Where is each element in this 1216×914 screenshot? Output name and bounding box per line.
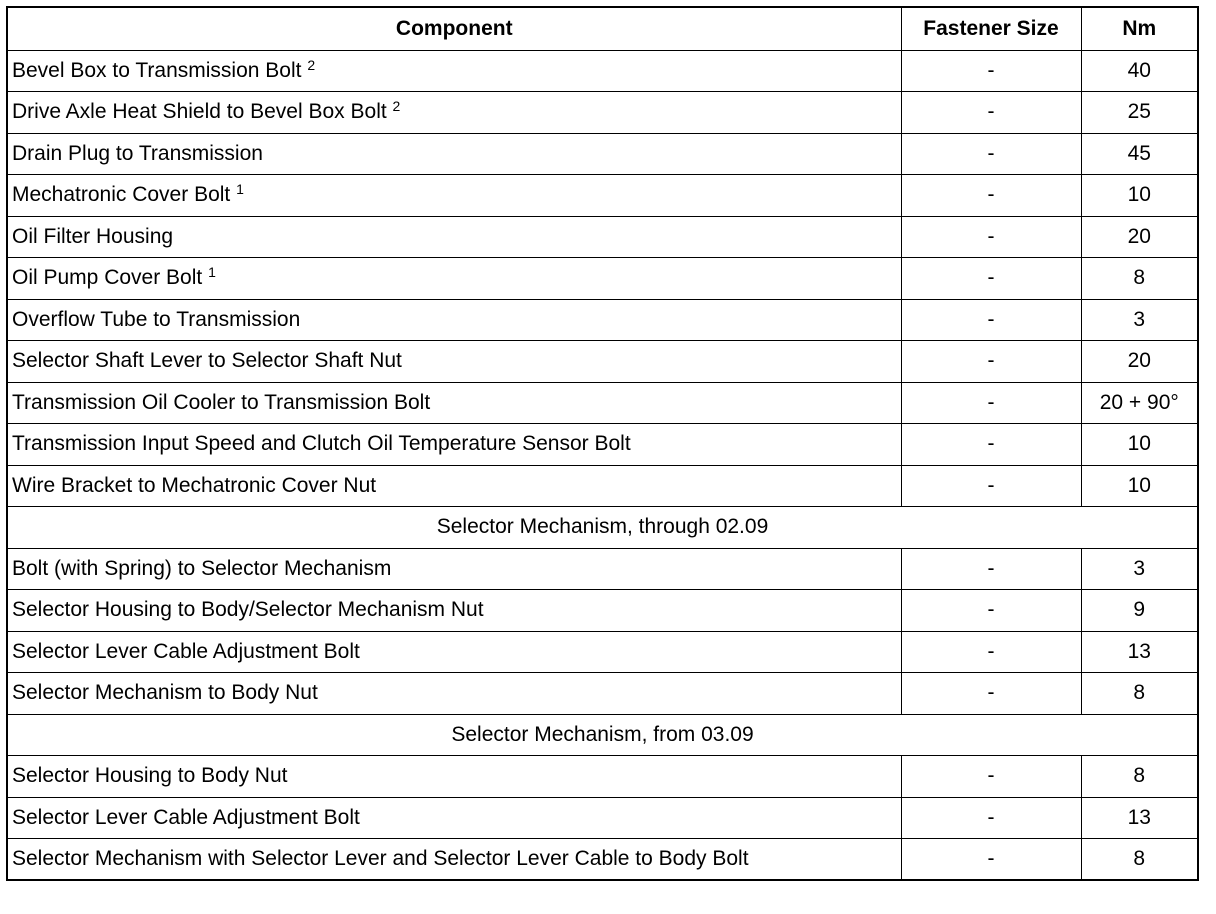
footnote-ref: 1 [208, 264, 216, 281]
nm-cell: 10 [1081, 175, 1198, 217]
fastener-cell: - [901, 797, 1081, 839]
nm-cell: 40 [1081, 50, 1198, 92]
torque-spec-document [6, 6, 1199, 881]
nm-cell: 8 [1081, 258, 1198, 300]
nm-cell: 13 [1081, 797, 1198, 839]
nm-cell: 3 [1081, 299, 1198, 341]
component-cell: Selector Lever Cable Adjustment Bolt [7, 631, 901, 673]
nm-cell: 10 [1081, 424, 1198, 466]
fastener-cell: - [901, 756, 1081, 798]
fastener-cell: - [901, 424, 1081, 466]
nm-cell: 45 [1081, 133, 1198, 175]
table-row [7, 299, 1198, 341]
table-row [7, 175, 1198, 217]
nm-cell: 13 [1081, 631, 1198, 673]
footnote-ref: 1 [236, 181, 244, 198]
fastener-cell: - [901, 216, 1081, 258]
table-row [7, 465, 1198, 507]
component-cell: Selector Mechanism with Selector Lever and Selector Lever Cable to Body Bolt [7, 839, 901, 881]
fastener-cell: - [901, 50, 1081, 92]
fastener-cell: - [901, 258, 1081, 300]
table-row [7, 673, 1198, 715]
fastener-cell: - [901, 839, 1081, 881]
section-heading-through-02-09: Selector Mechanism, through 02.09 [7, 507, 1198, 549]
table-row [7, 341, 1198, 383]
fastener-cell: - [901, 673, 1081, 715]
footnote-ref: 2 [307, 56, 316, 73]
nm-cell: 20 + 90° [1081, 382, 1198, 424]
torque-spec-table [6, 6, 1199, 881]
section-heading-row [7, 507, 1198, 549]
footnote-ref: 2 [392, 98, 401, 115]
table-row [7, 50, 1198, 92]
fastener-cell: - [901, 590, 1081, 632]
fastener-cell: - [901, 299, 1081, 341]
fastener-cell: - [901, 548, 1081, 590]
nm-cell: 9 [1081, 590, 1198, 632]
fastener-cell: - [901, 175, 1081, 217]
fastener-cell: - [901, 382, 1081, 424]
fastener-cell: - [901, 133, 1081, 175]
nm-cell: 20 [1081, 341, 1198, 383]
nm-cell: 3 [1081, 548, 1198, 590]
component-cell: Mechatronic Cover Bolt $^1$ [7, 175, 901, 217]
table-row [7, 839, 1198, 881]
nm-cell: 20 [1081, 216, 1198, 258]
table-row [7, 548, 1198, 590]
section-heading-row [7, 714, 1198, 756]
table-row [7, 590, 1198, 632]
nm-cell: 8 [1081, 673, 1198, 715]
fastener-cell: - [901, 631, 1081, 673]
table-row [7, 424, 1198, 466]
component-cell: Drain Plug to Transmission [7, 133, 901, 175]
table-row [7, 756, 1198, 798]
fastener-cell: - [901, 465, 1081, 507]
component-cell: Selector Housing to Body/Selector Mechanism Nut [7, 590, 901, 632]
nm-cell: 10 [1081, 465, 1198, 507]
component-cell: Selector Mechanism to Body Nut [7, 673, 901, 715]
table-row [7, 382, 1198, 424]
component-cell: Overflow Tube to Transmission [7, 299, 901, 341]
header-fastener-size: Fastener Size [901, 7, 1081, 50]
nm-cell: 8 [1081, 756, 1198, 798]
header-row [7, 7, 1198, 50]
table-row [7, 631, 1198, 673]
table-row [7, 258, 1198, 300]
component-cell: Oil Filter Housing [7, 216, 901, 258]
table-row [7, 133, 1198, 175]
table-row [7, 216, 1198, 258]
header-component: Component [7, 7, 901, 50]
component-cell: Transmission Input Speed and Clutch Oil Temperature Sensor Bolt [7, 424, 901, 466]
component-cell: Bevel Box to Transmission Bolt $^2$ [7, 50, 901, 92]
section-heading-from-03-09: Selector Mechanism, from 03.09 [7, 714, 1198, 756]
fastener-cell: - [901, 92, 1081, 134]
component-cell: Wire Bracket to Mechatronic Cover Nut [7, 465, 901, 507]
table-row [7, 92, 1198, 134]
component-cell: Selector Shaft Lever to Selector Shaft Nut [7, 341, 901, 383]
header-nm: Nm [1081, 7, 1198, 50]
nm-cell: 25 [1081, 92, 1198, 134]
fastener-cell: - [901, 341, 1081, 383]
component-cell: Selector Housing to Body Nut [7, 756, 901, 798]
component-cell: Drive Axle Heat Shield to Bevel Box Bolt $^2$ [7, 92, 901, 134]
component-cell: Transmission Oil Cooler to Transmission Bolt [7, 382, 901, 424]
component-cell: Selector Lever Cable Adjustment Bolt [7, 797, 901, 839]
table-row [7, 797, 1198, 839]
nm-cell: 8 [1081, 839, 1198, 881]
component-cell: Bolt (with Spring) to Selector Mechanism [7, 548, 901, 590]
component-cell: Oil Pump Cover Bolt $^1$ [7, 258, 901, 300]
